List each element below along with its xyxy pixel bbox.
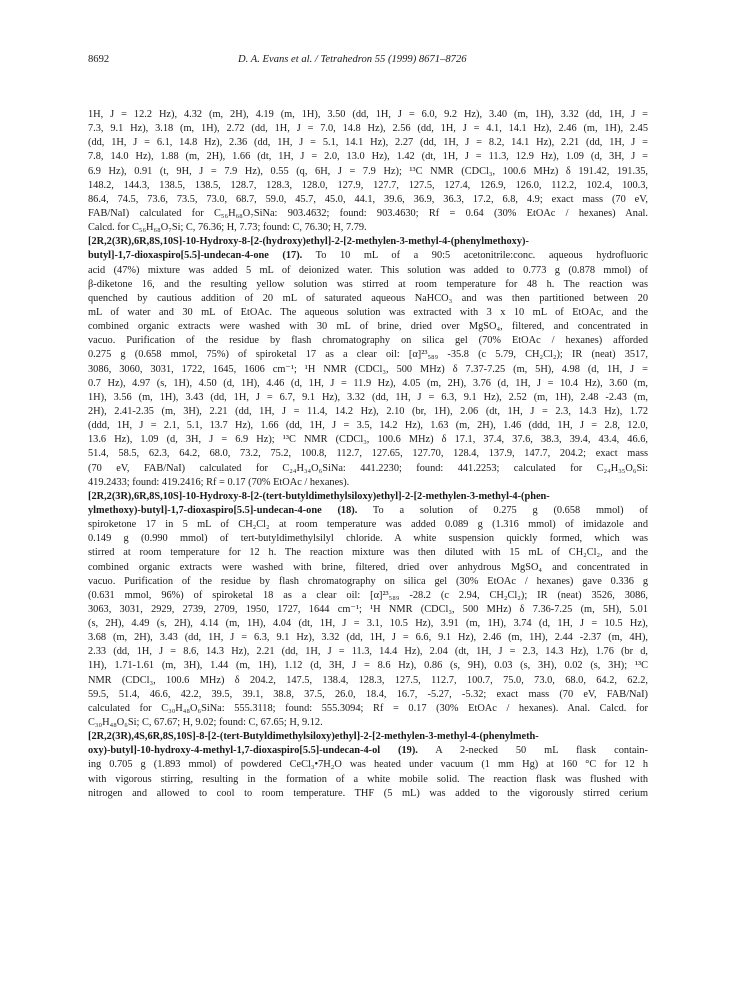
compound-heading-17: [2R,2(3R),6R,8S,10S]-10-Hydroxy-8-[2-(hydroxy)ethyl]-2-[2-methylen-3-methyl-4-(phenylmethoxy)- — [88, 236, 529, 248]
text-line: 3063, 3031, 2929, 2739, 2709, 1950, 1727, 1644 cm⁻¹; ¹H NMR (CDCl₃, 500 MHz) δ 7.36-7.25 (m, 5H), 5.01 — [88, 603, 648, 615]
compound-title-end: butyl]-1,7-dioxaspiro[5.5]-undecan-4-one (17). — [88, 250, 303, 262]
text-line: 1H, J = 12.2 Hz), 4.32 (m, 2H), 4.19 (m, 1H), 3.50 (dd, 1H, J = 6.0, 9.2 Hz), 3.40 (m, 1H), 3.32 (dd, 1H, J = — [88, 109, 648, 120]
text-line: 59.5, 51.4, 46.6, 42.2, 39.5, 39.1, 38.8, 37.5, 26.0, 18.4, 16.7, -5.27, -5.32; exact mass (70 eV, FAB/NaI) — [88, 688, 648, 700]
text-line: (70 eV, FAB/NaI) calculated for C₂₄H₃₄O₆SiNa: 441.2230; found: 441.2253; calculated for C₂₄H₃₅O₆Si: — [88, 462, 648, 474]
text-line: spiroketone 17 in 5 mL of CH₂Cl₂ at room temperature was added 0.089 g (1.316 mmol) of imidazole and — [88, 519, 648, 531]
text-line: with vigorous stirring, resulting in the formation of a white mobile solid. The reaction flask was flushed with — [88, 773, 648, 785]
text-line: combined organic extracts were washed with brine, filtered, dried over anhydrous MgSO₄ and concentrated in — [88, 561, 648, 573]
text-line: (s, 2H), 4.49 (s, 2H), 4.14 (m, 1H), 4.04 (dt, 1H, J = 3.1, 10.5 Hz), 3.91 (m, 1H), 3.74 (d, 1H, J = 10.5 Hz), — [88, 618, 648, 630]
text-line: vacuo. Purification of the residue by flash chromatography on silica gel (70% EtOAc / hexanes) afforded — [88, 335, 648, 347]
text-line: 51.4, 58.5, 62.3, 64.2, 68.0, 73.2, 75.2, 100.8, 112.7, 127.65, 127.70, 128.4, 137.9, 147.7, 204.2; exact mass — [88, 448, 648, 460]
text-line: stirred at room temperature for 12 h. The reaction mixture was then diluted with 15 mL of CH₂Cl₂, and the — [88, 547, 648, 559]
text-line: 419.2433; found: 419.2416; Rf = 0.17 (70% EtOAc / hexanes). — [88, 476, 350, 488]
text-line: 7.8, 14.0 Hz), 1.88 (m, 2H), 1.66 (dt, 1H, J = 2.0, 13.0 Hz), 1.42 (dt, 1H, J = 11.3, 12.9 Hz), 1.09 (d, 3H, J = — [88, 151, 648, 163]
text-line: butyl]-1,7-dioxaspiro[5.5]-undecan-4-one (17). To 10 mL of a 90:5 acetonitrile:conc. aqueous hydrofluoric — [88, 250, 648, 262]
compound-title-end: ylmethoxy)-butyl]-1,7-dioxaspiro[5.5]-undecan-4-one (18). — [88, 504, 358, 516]
text-line: 2H), 2.41-2.35 (m, 3H), 2.21 (dd, 1H, J = 11.4, 14.2 Hz), 2.10 (br, 1H), 2.06 (dt, 1H, J = 2.3, 14.3 Hz), 1.72 — [88, 405, 648, 417]
text-line: 3.68 (m, 2H), 3.43 (dd, 1H, J = 6.3, 9.1 Hz), 3.32 (dd, 1H, J = 6.6, 9.1 Hz), 2.46 (m, 1H), 2.44 -2.37 (m, 4H), — [88, 632, 648, 644]
text-line: quenched by cautious addition of 20 mL of saturated aqueous NaHCO₃ and was then partitioned between 20 — [88, 292, 648, 304]
text-line: 86.4, 74.5, 73.6, 73.5, 73.0, 68.7, 59.0, 45.7, 45.0, 44.1, 39.6, 36.9, 36.3, 17.2, 6.8, 4.9; exact mass (70 eV, — [88, 193, 648, 205]
text-line: (dd, 1H, J = 6.1, 14.8 Hz), 2.36 (dd, 1H, J = 5.1, 14.1 Hz), 2.27 (dd, 1H, J = 8.2, 14.1 Hz), 2.21 (dd, 1H, J = — [88, 137, 648, 149]
text-line: β-diketone 16, and the resulting yellow solution was stirred at room temperature for 48 h. The reaction was — [88, 278, 648, 290]
text-line: calculated for C₃₀H₄₈O₆SiNa: 555.3118; found: 555.3094; Rf = 0.17 (30% EtOAc / hexanes). Anal. Calcd. for — [88, 702, 648, 714]
text-line: 3086, 3060, 3031, 1722, 1645, 1606 cm⁻¹; ¹H NMR (CDCl₃, 500 MHz) δ 7.37-7.25 (m, 5H), 4.98 (d, 1H, J = — [88, 363, 648, 375]
text-line: combined organic extracts were washed with 30 mL of brine, dried over MgSO₄, filtered, and concentrated in — [88, 321, 648, 333]
text-line: nitrogen and allowed to cool to room temperature. THF (5 mL) was added to the vigorously stirred cerium — [88, 787, 648, 799]
text-line: oxy)-butyl]-10-hydroxy-4-methyl-1,7-dioxaspiro[5.5]-undecan-4-ol (19). A 2-necked 50 mL flask contain- — [88, 745, 648, 757]
text-line: C₃₀H₄₈O₆Si; C, 67.67; H, 9.02; found: C, 67.65; H, 9.12. — [88, 717, 323, 729]
text-line: ylmethoxy)-butyl]-1,7-dioxaspiro[5.5]-undecan-4-one (18). To a solution of 0.275 g (0.658 mmol) of — [88, 504, 648, 516]
compound-title-end: oxy)-butyl]-10-hydroxy-4-methyl-1,7-dioxaspiro[5.5]-undecan-4-ol (19). — [88, 745, 418, 757]
text-line: FAB/NaI) calculated for C₅₆H₆₈O₇SiNa: 903.4632; found: 903.4630; Rf = 0.64 (30% EtOAc / hexanes) Anal. — [88, 207, 648, 219]
running-head: D. A. Evans et al. / Tetrahedron 55 (1999) 8671–8726 — [238, 54, 467, 65]
text-line: NMR (CDCl₃, 100.6 MHz) δ 204.2, 147.5, 138.4, 128.3, 127.5, 112.7, 100.7, 75.0, 73.0, 68.0, 64.2, 62.2, — [88, 674, 648, 686]
body-text — [88, 108, 648, 801]
text-line: 0.149 g (0.990 mmol) of tert-butyldimethylsilyl chloride. A white suspension quickly formed, which was — [88, 533, 648, 545]
text-line: 6.9 Hz), 0.91 (t, 9H, J = 7.9 Hz), 0.55 (q, 6H, J = 7.9 Hz); ¹³C NMR (CDCl₃, 100.6 MHz) δ 191.42, 191.35, — [88, 165, 648, 177]
text-line: acid (47%) mixture was added 5 mL of deionized water. This solution was added to 0.773 g (0.878 mmol) of — [88, 264, 648, 276]
text-line: 148.2, 144.3, 138.5, 138.5, 128.7, 128.3, 128.0, 127.9, 127.7, 127.5, 127.4, 126.9, 126.0, 112.2, 102.4, 100.3, — [88, 179, 648, 191]
text-line: ing 0.705 g (1.893 mmol) of powdered CeCl₃•7H₂O was heated under vacuum (1 mm Hg) at 160 °C for 12 h — [88, 759, 648, 771]
text-line: 1H), 3.56 (m, 1H), 3.43 (dd, 1H, J = 6.7, 9.1 Hz), 3.32 (dd, 1H, J = 6.3, 9.1 Hz), 2.52 (m, 1H), 2.48 -2.43 (m, — [88, 391, 648, 403]
page-number: 8692 — [88, 54, 110, 65]
text-line: (0.631 mmol, 96%) of spiroketal 18 as a clear oil: [α]²³₅₈₉ -28.2 (c 2.94, CH₂Cl₂); IR (neat) 3526, 3086, — [88, 589, 648, 601]
compound-heading-18: [2R,2(3R),6R,8S,10S]-10-Hydroxy-8-[2-(tert-butyldimethylsiloxy)ethyl]-2-[2-methylen-3-methyl-4-(phen- — [88, 490, 550, 502]
text-line: vacuo. Purification of the residue by flash chromatography on silica gel (30% EtOAc / hexanes) gave 0.336 g — [88, 575, 648, 587]
text-line: 13.6 Hz), 1.09 (d, 3H, J = 6.9 Hz); ¹³C NMR (CDCl₃, 100.6 MHz) δ 17.1, 37.4, 37.6, 38.3, 39.4, 43.4, 46.6, — [88, 434, 648, 446]
compound-heading-19: [2R,2(3R),4S,6R,8S,10S]-8-[2-(tert-Butyldimethylsiloxy)ethyl]-2-[2-methylen-3-methyl-4-(phenylmeth- — [88, 731, 539, 743]
text-line: mL of water and 30 mL of EtOAc. The aqueous solution was extracted with 3 x 10 mL of EtOAc, and the — [88, 306, 648, 318]
text-line: 7.3, 9.1 Hz), 3.18 (m, 1H), 2.72 (dd, 1H, J = 7.0, 14.8 Hz), 2.56 (dd, 1H, J = 4.1, 14.1 Hz), 2.46 (m, 1H), 2.45 — [88, 123, 648, 135]
page-header — [88, 54, 648, 70]
text-line: (ddd, 1H, J = 2.1, 5.1, 13.7 Hz), 1.66 (dd, 1H, J = 3.5, 14.2 Hz), 1.63 (m, 2H), 1.46 (ddd, 1H, J = 2.8, 12.0, — [88, 420, 648, 432]
text-line: 0.275 g (0.658 mmol, 75%) of spiroketal 17 as a clear oil: [α]²³₅₈₉ -35.8 (c 5.79, CH₂Cl₂); IR (neat) 3517, — [88, 349, 648, 361]
text-line: 1H), 1.71-1.61 (m, 3H), 1.44 (m, 1H), 1.12 (d, 3H, J = 8.6 Hz), 0.86 (s, 9H), 0.03 (s, 3H), 0.02 (s, 3H); ¹³C — [88, 660, 648, 672]
text-line: 0.7 Hz), 4.97 (s, 1H), 4.50 (d, 1H), 4.46 (d, 1H, J = 11.9 Hz), 4.05 (m, 2H), 3.76 (d, 1H, J = 10.4 Hz), 3.60 (m, — [88, 377, 648, 389]
text-line: Calcd. for C₅₆H₆₈O₇Si; C, 76.36; H, 7.73; found: C, 76.30; H, 7.79. — [88, 222, 367, 234]
text-line: 2.33 (dd, 1H, J = 8.6, 14.3 Hz), 2.21 (dd, 1H, J = 11.3, 14.4 Hz), 2.04 (dt, 1H, J = 2.3, 14.3 Hz), 1.76 (br d, — [88, 646, 648, 658]
